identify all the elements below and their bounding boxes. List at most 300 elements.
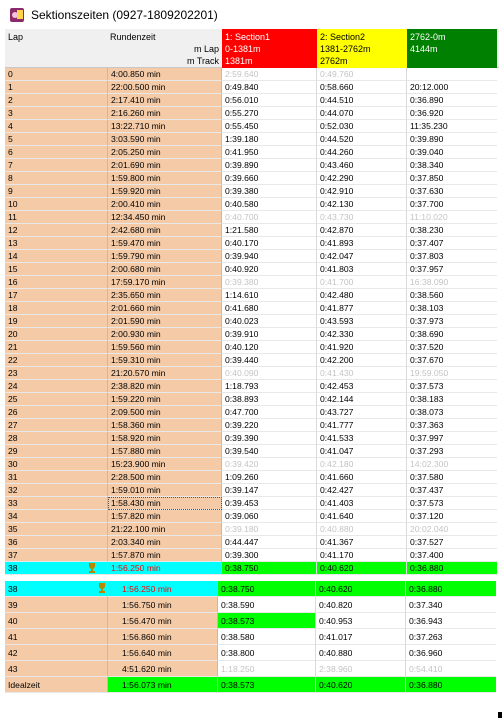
section1-cell[interactable]: 0:40.580 [222, 198, 317, 211]
lap-time-cell[interactable]: 1:58.920 min [108, 432, 222, 445]
table-row[interactable] [5, 250, 499, 263]
section1-cell[interactable]: 0:40.700 [222, 211, 317, 224]
summary-lap-cell[interactable]: 42 [5, 645, 108, 661]
lap-time-cell[interactable]: 2:28.500 min [108, 471, 222, 484]
lap-number-cell[interactable]: 13 [5, 237, 108, 250]
section3-cell[interactable]: 0:39.040 [407, 146, 497, 159]
section1-cell[interactable]: 0:47.700 [222, 406, 317, 419]
section2-cell[interactable]: 0:41.367 [317, 536, 407, 549]
section2-cell[interactable]: 0:42.427 [317, 484, 407, 497]
section3-cell[interactable]: 19:59.050 [407, 367, 497, 380]
table-row[interactable] [5, 549, 499, 562]
table-row[interactable] [5, 289, 499, 302]
summary-section3-cell[interactable]: 0:36.880 [406, 581, 496, 597]
section3-cell[interactable]: 0:36.880 [407, 562, 497, 575]
section2-cell[interactable]: 0:41.893 [317, 237, 407, 250]
lap-number-cell[interactable]: 17 [5, 289, 108, 302]
section1-cell[interactable]: 0:39.180 [222, 523, 317, 536]
table-row[interactable] [5, 354, 499, 367]
section2-cell[interactable]: 0:41.430 [317, 367, 407, 380]
section3-cell[interactable]: 0:37.957 [407, 263, 497, 276]
col-header-rundenzeit[interactable] [108, 29, 222, 68]
section3-cell[interactable]: 14:02.300 [407, 458, 497, 471]
section3-cell[interactable]: 0:38.073 [407, 406, 497, 419]
section2-cell[interactable]: 0:42.144 [317, 393, 407, 406]
section3-cell[interactable]: 0:38.103 [407, 302, 497, 315]
lap-number-cell[interactable]: 33 [5, 497, 108, 510]
section1-cell[interactable]: 0:39.890 [222, 159, 317, 172]
section2-cell[interactable]: 0:41.777 [317, 419, 407, 432]
summary-time-cell[interactable]: 1:56.640 min [108, 645, 218, 661]
section2-cell[interactable]: 0:43.727 [317, 406, 407, 419]
section1-cell[interactable]: 1:21.580 [222, 224, 317, 237]
section1-name: 1: Section1 [225, 32, 271, 42]
lap-number-cell[interactable]: 6 [5, 146, 108, 159]
lap-number-cell[interactable]: 18 [5, 302, 108, 315]
section1-lap-range: 0-1381m [225, 44, 261, 54]
summary-section3-cell[interactable]: 0:36.960 [406, 645, 496, 661]
section1-cell[interactable]: 1:18.793 [222, 380, 317, 393]
lap-time-cell[interactable]: 2:42.680 min [108, 224, 222, 237]
section3-cell[interactable]: 16:38.090 [407, 276, 497, 289]
summary-row[interactable] [5, 645, 499, 661]
table-row[interactable] [5, 471, 499, 484]
lap-time-cell[interactable]: 1:59.470 min [108, 237, 222, 250]
section1-cell[interactable]: 0:41.680 [222, 302, 317, 315]
section2-cell[interactable]: 0:42.870 [317, 224, 407, 237]
summary-row[interactable] [5, 629, 499, 645]
summary-section2-cell[interactable]: 0:41.017 [316, 629, 406, 645]
table-row[interactable] [5, 224, 499, 237]
summary-section1-cell[interactable]: 1:18.250 [218, 661, 316, 677]
summary-time-cell[interactable]: 1:56.860 min [108, 629, 218, 645]
table-row[interactable] [5, 302, 499, 315]
section2-cell[interactable]: 0:41.403 [317, 497, 407, 510]
title-bar [0, 0, 504, 29]
lap-time-cell[interactable]: 13:22.710 min [108, 120, 222, 133]
section3-cell[interactable]: 0:38.560 [407, 289, 497, 302]
section3-cell[interactable]: 0:37.670 [407, 354, 497, 367]
section1-track: 1381m [225, 56, 253, 66]
section2-cell[interactable]: 0:42.453 [317, 380, 407, 393]
section3-lap-range: 2762-0m [410, 32, 446, 42]
table-row[interactable] [5, 263, 499, 276]
lap-number-cell[interactable]: 26 [5, 406, 108, 419]
summary-section2-cell[interactable]: 0:40.820 [316, 597, 406, 613]
summary-time-cell[interactable]: 1:56.073 min [108, 677, 218, 693]
section3-cell[interactable]: 0:37.700 [407, 198, 497, 211]
summary-time-cell[interactable]: 4:51.620 min [108, 661, 218, 677]
section2-cell[interactable]: 0:41.660 [317, 471, 407, 484]
section1-cell[interactable]: 0:39.220 [222, 419, 317, 432]
lap-time-cell[interactable]: 2:01.590 min [108, 315, 222, 328]
section1-cell[interactable]: 0:39.540 [222, 445, 317, 458]
lap-number-cell[interactable]: 34 [5, 510, 108, 523]
lap-number-cell[interactable]: 4 [5, 120, 108, 133]
section2-cell[interactable]: 0:42.130 [317, 198, 407, 211]
table-row[interactable] [5, 380, 499, 393]
section3-cell[interactable]: 0:37.527 [407, 536, 497, 549]
summary-section2-cell[interactable]: 0:40.953 [316, 613, 406, 629]
section2-cell[interactable]: 0:41.877 [317, 302, 407, 315]
lap-number-cell[interactable]: 38 [5, 562, 108, 575]
table-row[interactable] [5, 536, 499, 549]
section1-cell[interactable]: 0:39.147 [222, 484, 317, 497]
section1-cell[interactable]: 0:38.750 [222, 562, 317, 575]
section1-cell[interactable]: 0:39.910 [222, 328, 317, 341]
lap-time-cell[interactable]: 1:59.560 min [108, 341, 222, 354]
section1-cell[interactable]: 0:39.380 [222, 185, 317, 198]
lap-number-cell[interactable]: 20 [5, 328, 108, 341]
section1-cell[interactable]: 2:59.640 [222, 68, 317, 81]
lap-number-cell[interactable]: 11 [5, 211, 108, 224]
section3-cell[interactable]: 0:37.293 [407, 445, 497, 458]
section2-cell[interactable]: 0:41.920 [317, 341, 407, 354]
lap-number-cell[interactable]: 21 [5, 341, 108, 354]
lap-number-cell[interactable]: 23 [5, 367, 108, 380]
summary-time-cell[interactable]: 1:56.470 min [108, 613, 218, 629]
lap-number-cell[interactable]: 29 [5, 445, 108, 458]
section2-cell[interactable]: 0:52.030 [317, 120, 407, 133]
lap-time-cell[interactable]: 1:57.880 min [108, 445, 222, 458]
section3-cell[interactable]: 0:37.580 [407, 471, 497, 484]
rundenzeit-label: Rundenzeit [110, 32, 156, 42]
section3-cell[interactable] [407, 68, 497, 81]
table-row[interactable] [5, 458, 499, 471]
section1-cell[interactable]: 0:55.270 [222, 107, 317, 120]
lap-time-cell[interactable]: 1:56.250 min [108, 562, 222, 575]
section2-lap-range: 1381-2762m [320, 44, 371, 54]
section2-cell[interactable]: 0:44.510 [317, 94, 407, 107]
summary-lap-cell[interactable]: 38 [5, 581, 108, 597]
section3-cell[interactable]: 0:37.363 [407, 419, 497, 432]
lap-number-cell[interactable]: 7 [5, 159, 108, 172]
summary-row[interactable] [5, 597, 499, 613]
summary-section3-cell[interactable]: 0:54.410 [406, 661, 496, 677]
lap-number-cell[interactable]: 30 [5, 458, 108, 471]
section2-cell[interactable]: 0:42.180 [317, 458, 407, 471]
lap-number-cell[interactable]: 5 [5, 133, 108, 146]
section3-cell[interactable]: 0:37.973 [407, 315, 497, 328]
section2-cell[interactable]: 0:58.660 [317, 81, 407, 94]
section2-cell[interactable]: 0:42.910 [317, 185, 407, 198]
section1-cell[interactable]: 0:40.170 [222, 237, 317, 250]
section2-cell[interactable]: 0:43.593 [317, 315, 407, 328]
section3-cell[interactable]: 0:38.690 [407, 328, 497, 341]
section2-cell[interactable]: 0:44.520 [317, 133, 407, 146]
table-row[interactable] [5, 94, 499, 107]
section2-track: 2762m [320, 56, 348, 66]
grid-header [5, 29, 499, 68]
section3-cell[interactable]: 0:37.997 [407, 432, 497, 445]
lap-time-cell[interactable]: 2:01.690 min [108, 159, 222, 172]
col-header-section2[interactable] [317, 29, 407, 68]
section1-cell[interactable]: 0:56.010 [222, 94, 317, 107]
section1-cell[interactable]: 0:41.950 [222, 146, 317, 159]
summary-section1-cell[interactable]: 0:38.573 [218, 613, 316, 629]
table-row[interactable] [5, 81, 499, 94]
section3-cell[interactable]: 11:10.020 [407, 211, 497, 224]
lap-number-cell[interactable]: 32 [5, 484, 108, 497]
table-row[interactable] [5, 367, 499, 380]
lap-time-cell[interactable]: 2:00.680 min [108, 263, 222, 276]
section3-cell[interactable]: 20:02.040 [407, 523, 497, 536]
summary-row[interactable] [5, 661, 499, 677]
summary-lap-cell[interactable]: Idealzeit [5, 677, 108, 693]
trophy-icon [97, 583, 107, 594]
section3-cell[interactable]: 0:39.890 [407, 133, 497, 146]
summary-section2-cell[interactable]: 0:40.880 [316, 645, 406, 661]
lap-number-cell[interactable]: 10 [5, 198, 108, 211]
section2-cell[interactable]: 0:41.170 [317, 549, 407, 562]
col-header-section3[interactable] [407, 29, 497, 68]
table-row[interactable] [5, 523, 499, 536]
section2-cell[interactable]: 0:42.480 [317, 289, 407, 302]
table-row[interactable] [5, 211, 499, 224]
summary-rows [5, 581, 499, 693]
lap-time-cell[interactable]: 2:35.650 min [108, 289, 222, 302]
section3-track: 4144m [410, 44, 438, 54]
summary-section1-cell[interactable]: 0:38.573 [218, 677, 316, 693]
lap-time-cell[interactable]: 1:57.870 min [108, 549, 222, 562]
lap-time-cell[interactable]: 1:58.360 min [108, 419, 222, 432]
summary-section3-cell[interactable]: 0:36.880 [406, 677, 496, 693]
section2-cell[interactable]: 0:49.760 [317, 68, 407, 81]
summary-section1-cell[interactable]: 0:38.590 [218, 597, 316, 613]
section1-cell[interactable]: 0:39.060 [222, 510, 317, 523]
section1-cell[interactable]: 1:14.610 [222, 289, 317, 302]
app-icon [9, 7, 25, 23]
lap-time-cell[interactable]: 1:59.010 min [108, 484, 222, 497]
section3-cell[interactable]: 0:37.630 [407, 185, 497, 198]
summary-lap-cell[interactable]: 43 [5, 661, 108, 677]
section3-cell[interactable]: 0:37.437 [407, 484, 497, 497]
summary-section2-cell[interactable]: 0:40.620 [316, 677, 406, 693]
lap-time-cell[interactable]: 15:23.900 min [108, 458, 222, 471]
table-row[interactable] [5, 146, 499, 159]
table-row[interactable] [5, 562, 499, 575]
summary-section1-cell[interactable]: 0:38.800 [218, 645, 316, 661]
resize-grip[interactable] [498, 712, 502, 718]
summary-row[interactable] [5, 613, 499, 629]
lap-number-cell[interactable]: 14 [5, 250, 108, 263]
lap-time-cell[interactable]: 21:22.100 min [108, 523, 222, 536]
section2-cell[interactable]: 0:43.460 [317, 159, 407, 172]
table-row[interactable] [5, 328, 499, 341]
lap-time-cell[interactable]: 3:03.590 min [108, 133, 222, 146]
lap-time-cell[interactable]: 1:59.800 min [108, 172, 222, 185]
table-row[interactable] [5, 419, 499, 432]
lap-time-cell[interactable]: 1:59.790 min [108, 250, 222, 263]
lap-number-cell[interactable]: 2 [5, 94, 108, 107]
table-row[interactable] [5, 159, 499, 172]
table-row[interactable] [5, 68, 499, 81]
table-row[interactable] [5, 237, 499, 250]
lap-time-cell[interactable]: 12:34.450 min [108, 211, 222, 224]
lap-number-cell[interactable]: 1 [5, 81, 108, 94]
lap-time-cell[interactable]: 4:00.850 min [108, 68, 222, 81]
lap-number-cell[interactable]: 24 [5, 380, 108, 393]
section3-cell[interactable]: 11:35.230 [407, 120, 497, 133]
section2-cell[interactable]: 0:41.803 [317, 263, 407, 276]
section3-cell[interactable]: 0:37.407 [407, 237, 497, 250]
table-row[interactable] [5, 432, 499, 445]
col-header-lap[interactable]: Lap [8, 32, 24, 42]
summary-section3-cell[interactable]: 0:37.263 [406, 629, 496, 645]
section1-cell[interactable]: 0:44.447 [222, 536, 317, 549]
section3-cell[interactable]: 0:38.340 [407, 159, 497, 172]
lap-number-cell[interactable]: 8 [5, 172, 108, 185]
lap-time-cell[interactable]: 1:58.430 min [108, 497, 222, 510]
section1-cell[interactable]: 0:39.453 [222, 497, 317, 510]
section3-cell[interactable]: 0:37.120 [407, 510, 497, 523]
section2-cell[interactable]: 0:42.290 [317, 172, 407, 185]
section3-cell[interactable]: 0:37.573 [407, 497, 497, 510]
summary-lap-cell[interactable]: 40 [5, 613, 108, 629]
table-row[interactable] [5, 172, 499, 185]
section1-cell[interactable]: 0:39.440 [222, 354, 317, 367]
lap-number-cell[interactable]: 0 [5, 68, 108, 81]
section1-cell[interactable]: 0:40.023 [222, 315, 317, 328]
lap-time-cell[interactable]: 2:05.250 min [108, 146, 222, 159]
lap-time-cell[interactable]: 2:16.260 min [108, 107, 222, 120]
lap-time-cell[interactable]: 2:38.820 min [108, 380, 222, 393]
summary-section3-cell[interactable]: 0:36.943 [406, 613, 496, 629]
table-row[interactable] [5, 276, 499, 289]
section2-cell[interactable]: 0:42.047 [317, 250, 407, 263]
lap-time-cell[interactable]: 2:00.930 min [108, 328, 222, 341]
section2-cell[interactable]: 0:44.260 [317, 146, 407, 159]
section1-cell[interactable]: 0:39.300 [222, 549, 317, 562]
summary-section2-cell[interactable]: 0:40.620 [316, 581, 406, 597]
lap-rows [5, 68, 499, 575]
section1-cell[interactable]: 0:55.450 [222, 120, 317, 133]
summary-lap-cell[interactable]: 39 [5, 597, 108, 613]
trophy-icon [87, 563, 97, 574]
lap-number-cell[interactable]: 15 [5, 263, 108, 276]
lap-number-cell[interactable]: 35 [5, 523, 108, 536]
summary-row[interactable] [5, 581, 499, 597]
summary-lap-cell[interactable]: 41 [5, 629, 108, 645]
lap-number-cell[interactable]: 9 [5, 185, 108, 198]
section2-cell[interactable]: 0:42.330 [317, 328, 407, 341]
section1-cell[interactable]: 0:40.120 [222, 341, 317, 354]
section1-cell[interactable]: 0:40.920 [222, 263, 317, 276]
table-row[interactable] [5, 497, 499, 510]
lap-time-cell[interactable]: 17:59.170 min [108, 276, 222, 289]
lap-time-cell[interactable]: 22:00.500 min [108, 81, 222, 94]
table-row[interactable] [5, 315, 499, 328]
table-row[interactable] [5, 445, 499, 458]
section2-cell[interactable]: 0:41.640 [317, 510, 407, 523]
section1-cell[interactable]: 0:39.940 [222, 250, 317, 263]
section2-cell[interactable]: 0:41.533 [317, 432, 407, 445]
table-row[interactable] [5, 393, 499, 406]
lap-time-cell[interactable]: 2:00.410 min [108, 198, 222, 211]
lap-time-cell[interactable]: 1:59.920 min [108, 185, 222, 198]
section2-name: 2: Section2 [320, 32, 366, 42]
table-row[interactable] [5, 341, 499, 354]
section1-cell[interactable]: 0:40.090 [222, 367, 317, 380]
lap-time-cell[interactable]: 2:09.500 min [108, 406, 222, 419]
summary-time-cell[interactable]: 1:56.750 min [108, 597, 218, 613]
section3-cell[interactable]: 0:38.183 [407, 393, 497, 406]
section2-cell[interactable]: 0:43.730 [317, 211, 407, 224]
section1-cell[interactable]: 0:39.380 [222, 276, 317, 289]
lap-time-cell[interactable]: 2:17.410 min [108, 94, 222, 107]
section3-cell[interactable]: 0:38.230 [407, 224, 497, 237]
lap-number-cell[interactable]: 31 [5, 471, 108, 484]
table-row[interactable] [5, 510, 499, 523]
m-track-label: m Track [186, 56, 219, 66]
section3-cell[interactable]: 0:37.400 [407, 549, 497, 562]
summary-time-cell[interactable]: 1:56.250 min [108, 581, 218, 597]
summary-section1-cell[interactable]: 0:38.580 [218, 629, 316, 645]
section3-cell[interactable]: 0:36.920 [407, 107, 497, 120]
section1-cell[interactable]: 1:09.260 [222, 471, 317, 484]
lap-number-cell[interactable]: 3 [5, 107, 108, 120]
lap-time-cell[interactable]: 2:03.340 min [108, 536, 222, 549]
section2-cell[interactable]: 0:40.620 [317, 562, 407, 575]
section3-cell[interactable]: 0:37.573 [407, 380, 497, 393]
lap-number-cell[interactable]: 25 [5, 393, 108, 406]
table-row[interactable] [5, 185, 499, 198]
lap-time-cell[interactable]: 1:59.310 min [108, 354, 222, 367]
ideal-time-row[interactable] [5, 677, 499, 693]
lap-number-cell[interactable]: 37 [5, 549, 108, 562]
summary-section1-cell[interactable]: 0:38.750 [218, 581, 316, 597]
lap-number-cell[interactable]: 36 [5, 536, 108, 549]
section1-cell[interactable]: 0:39.390 [222, 432, 317, 445]
section3-cell[interactable]: 0:37.803 [407, 250, 497, 263]
summary-section2-cell[interactable]: 2:38.960 [316, 661, 406, 677]
section1-cell[interactable]: 1:39.180 [222, 133, 317, 146]
section3-cell[interactable]: 20:12.000 [407, 81, 497, 94]
lap-time-cell[interactable]: 1:57.820 min [108, 510, 222, 523]
lap-number-cell[interactable]: 16 [5, 276, 108, 289]
section3-cell[interactable]: 0:36.890 [407, 94, 497, 107]
table-row[interactable] [5, 484, 499, 497]
section1-cell[interactable]: 0:39.660 [222, 172, 317, 185]
lap-number-cell[interactable]: 27 [5, 419, 108, 432]
section2-cell[interactable]: 0:40.880 [317, 523, 407, 536]
section2-cell[interactable]: 0:42.200 [317, 354, 407, 367]
table-row[interactable] [5, 198, 499, 211]
table-row[interactable] [5, 133, 499, 146]
section2-cell[interactable]: 0:41.047 [317, 445, 407, 458]
lap-time-cell[interactable]: 1:59.220 min [108, 393, 222, 406]
section3-cell[interactable]: 0:37.850 [407, 172, 497, 185]
section2-cell[interactable]: 0:44.070 [317, 107, 407, 120]
summary-section3-cell[interactable]: 0:37.340 [406, 597, 496, 613]
lap-number-cell[interactable]: 28 [5, 432, 108, 445]
table-row[interactable] [5, 120, 499, 133]
col-header-section1[interactable] [222, 29, 317, 68]
lap-time-cell[interactable]: 21:20.570 min [108, 367, 222, 380]
lap-number-cell[interactable]: 22 [5, 354, 108, 367]
section3-cell[interactable]: 0:37.520 [407, 341, 497, 354]
section2-cell[interactable]: 0:41.700 [317, 276, 407, 289]
section1-cell[interactable]: 0:39.420 [222, 458, 317, 471]
table-row[interactable] [5, 406, 499, 419]
lap-number-cell[interactable]: 19 [5, 315, 108, 328]
section1-cell[interactable]: 0:49.840 [222, 81, 317, 94]
section1-cell[interactable]: 0:38.893 [222, 393, 317, 406]
table-row[interactable] [5, 107, 499, 120]
lap-number-cell[interactable]: 12 [5, 224, 108, 237]
section-times-grid[interactable] [5, 29, 499, 693]
lap-time-cell[interactable]: 2:01.660 min [108, 302, 222, 315]
